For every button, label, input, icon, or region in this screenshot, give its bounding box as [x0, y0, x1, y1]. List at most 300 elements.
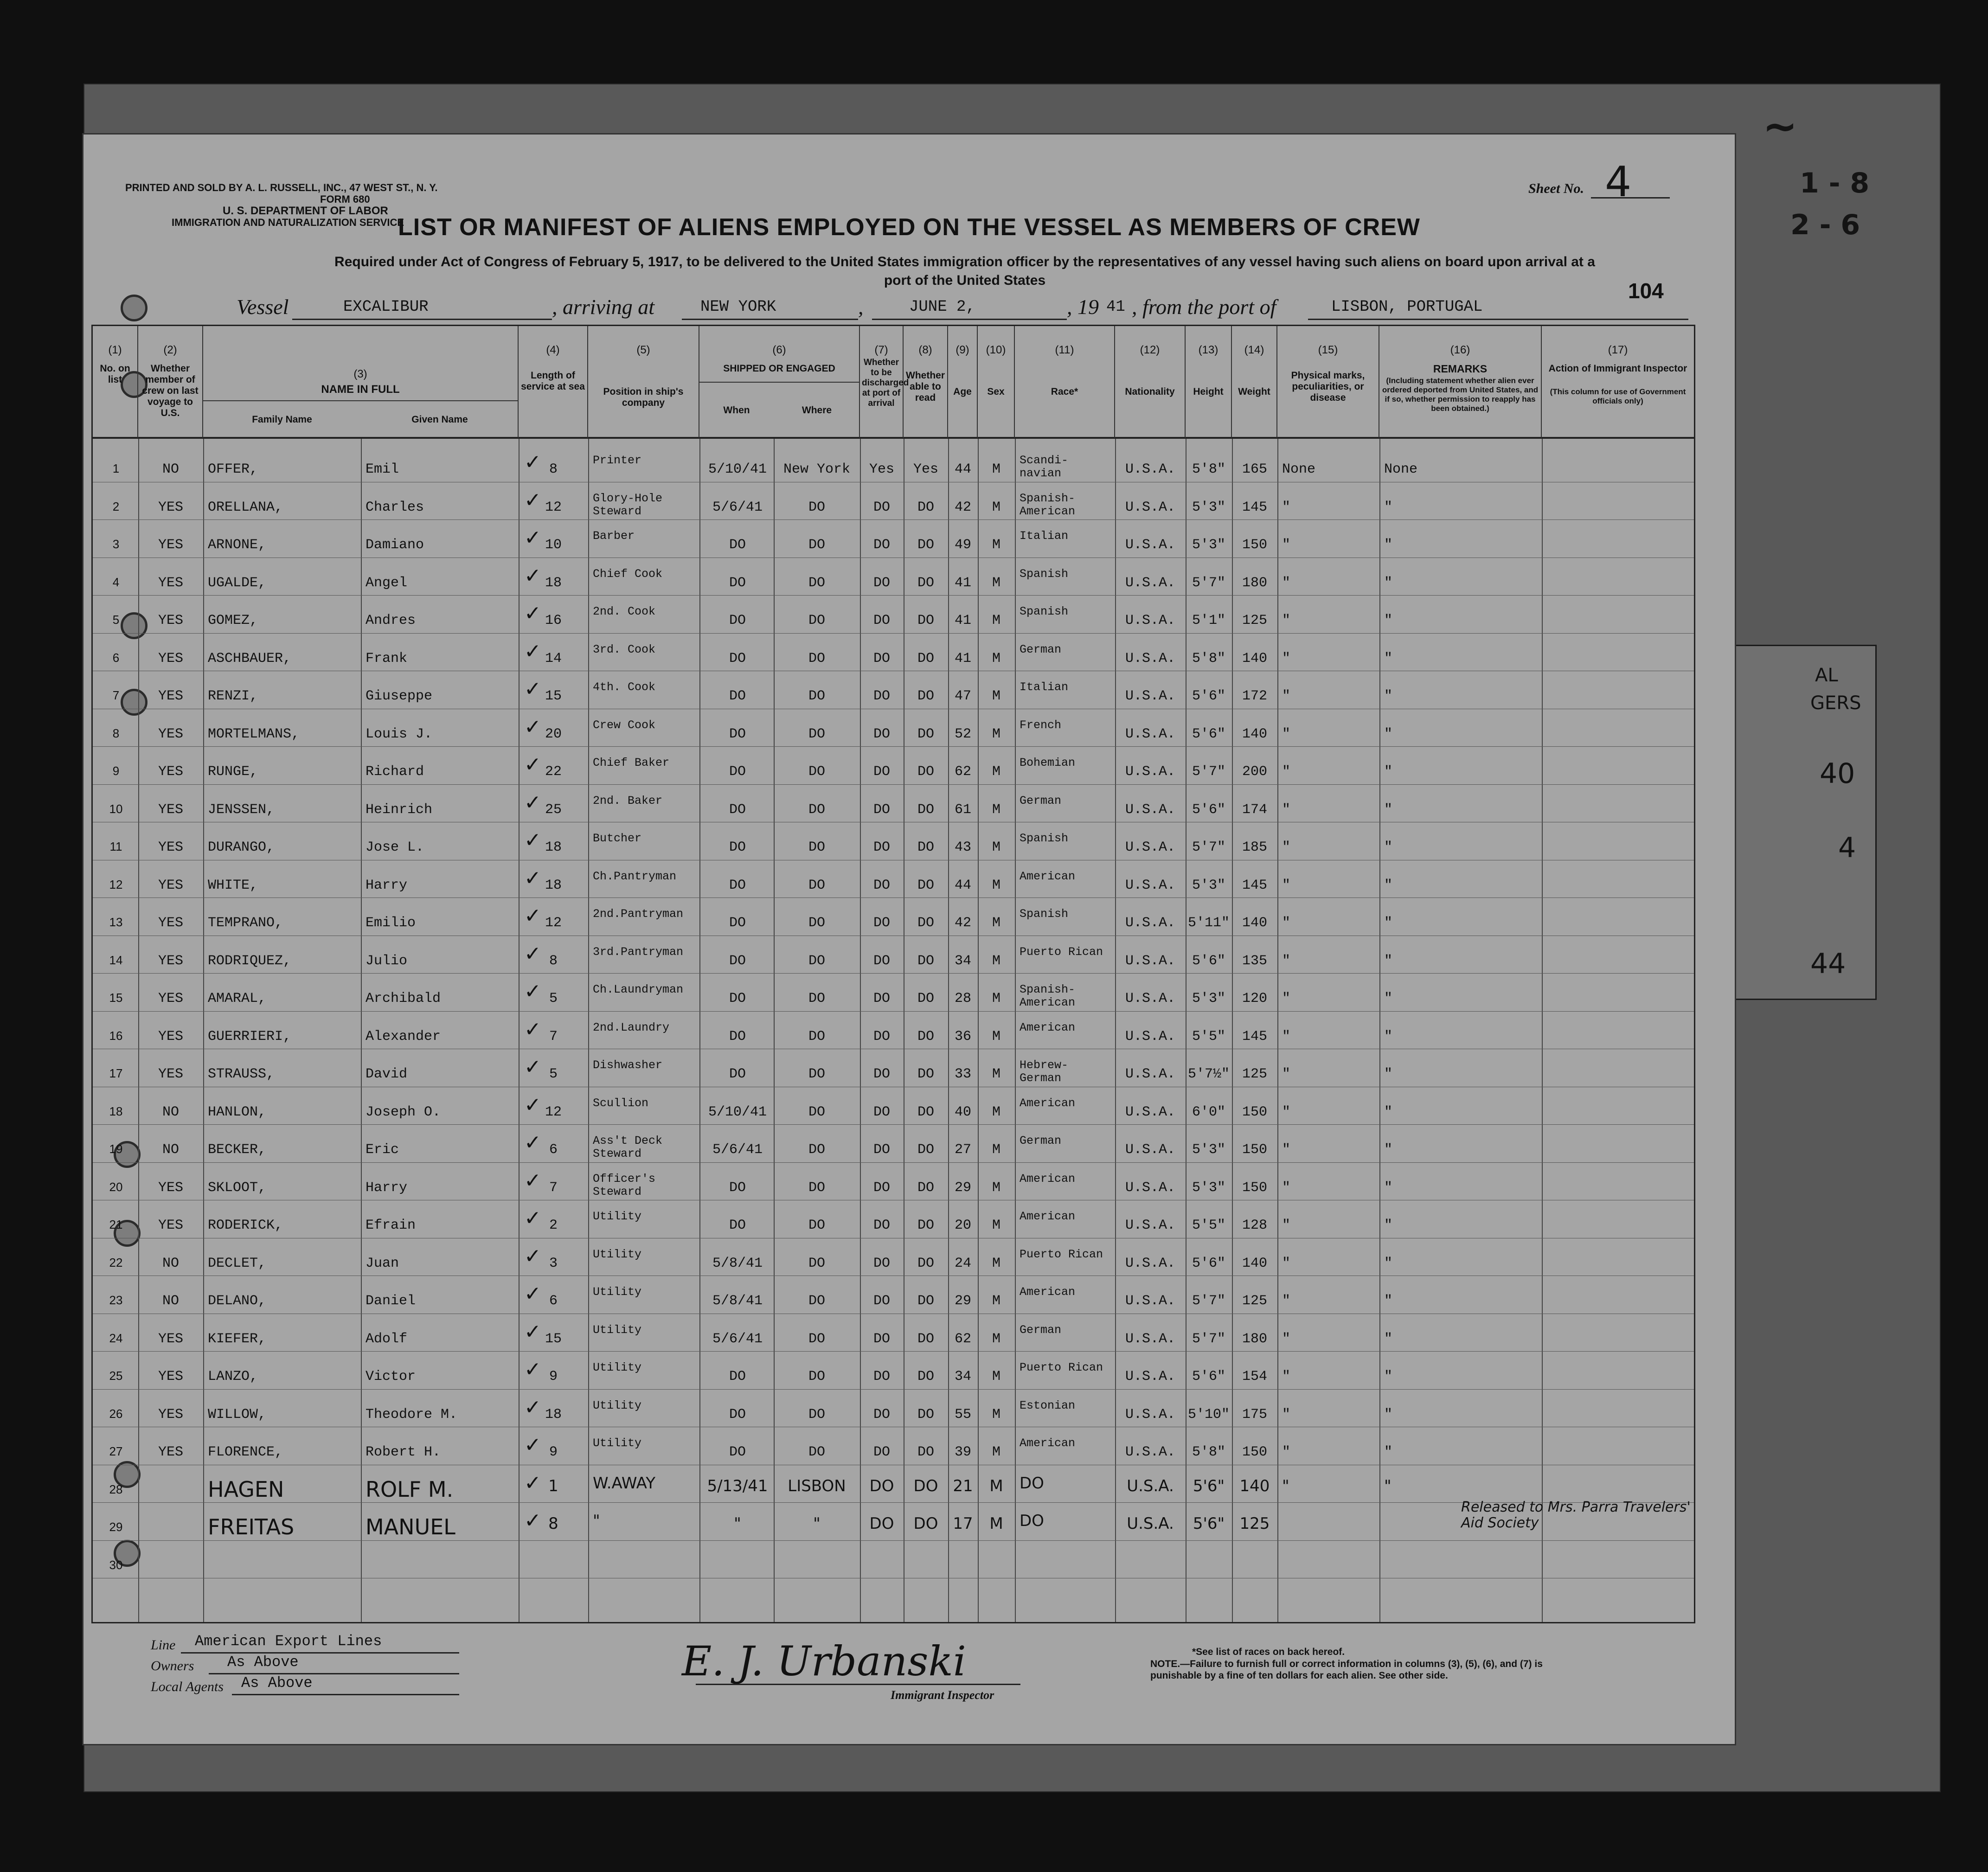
sheet-label: Sheet No.	[1528, 181, 1584, 196]
cell-nationality: U.S.A.	[1125, 1369, 1176, 1385]
cell-discharge: DO	[873, 1142, 890, 1158]
cell-race: Hebrew- German	[1020, 1058, 1069, 1085]
check-mark-icon: ✓	[524, 677, 541, 701]
table-row	[93, 521, 1694, 559]
inspector-caption: Immigrant Inspector	[891, 1688, 994, 1702]
table-row	[93, 597, 1694, 635]
cell-service: 18	[545, 877, 562, 893]
cell-height: 5'8"	[1192, 462, 1225, 477]
cell-prev: YES	[158, 537, 183, 553]
col-header-weight: (14) Weight	[1232, 326, 1277, 439]
cell-position: W.AWAY	[593, 1474, 656, 1493]
cell-family: DELANO,	[208, 1293, 267, 1309]
cell-where: DO	[808, 1369, 825, 1385]
cell-prev: YES	[158, 1066, 183, 1082]
line-label: Line	[151, 1637, 176, 1653]
cell-remarks: None	[1384, 462, 1418, 477]
cell-nationality: U.S.A.	[1125, 1293, 1176, 1309]
cell-no: 15	[109, 991, 123, 1005]
form-title: LIST OR MANIFEST OF ALIENS EMPLOYED ON THE VESSEL AS MEMBERS OF CREW	[398, 214, 1420, 241]
cell-remarks: "	[1384, 915, 1393, 931]
cell-remarks: "	[1384, 688, 1393, 704]
cell-given: Harry	[366, 1180, 408, 1196]
cell-race: Estonian	[1020, 1398, 1076, 1412]
cell-when: DO	[729, 991, 746, 1007]
cell-remarks: "	[1384, 877, 1393, 893]
cell-discharge: DO	[873, 953, 890, 969]
cell-marks: "	[1282, 953, 1291, 969]
cell-remarks: "	[1384, 1369, 1393, 1385]
cell-weight: 150	[1242, 1444, 1267, 1460]
cell-prev: NO	[162, 462, 179, 477]
cell-sex: M	[992, 1180, 1000, 1196]
cell-prev: YES	[158, 575, 183, 591]
cell-age: 41	[954, 650, 971, 667]
cell-nationality: U.S.A.	[1125, 1255, 1176, 1271]
cell-age: 43	[954, 840, 971, 855]
cell-no: 23	[109, 1293, 123, 1307]
cell-weight: 150	[1242, 1142, 1267, 1158]
cell-age: 17	[953, 1514, 973, 1533]
cell-read: DO	[917, 991, 934, 1007]
cell-when: DO	[729, 688, 746, 704]
cell-service: 9	[549, 1369, 558, 1385]
cell-weight: 140	[1242, 650, 1267, 667]
cell-family: AMARAL,	[208, 991, 267, 1007]
cell-prev: NO	[162, 1104, 179, 1120]
cell-where: LISBON	[788, 1476, 846, 1495]
year-prefix: , 19	[1067, 295, 1099, 319]
cell-weight: 120	[1242, 991, 1267, 1007]
cell-service: 6	[549, 1293, 558, 1309]
cell-age: 21	[953, 1476, 973, 1495]
cell-sex: M	[992, 1218, 1000, 1233]
cell-weight: 185	[1242, 840, 1267, 855]
cell-weight: 180	[1242, 1331, 1267, 1347]
cell-family: MORTELMANS,	[208, 726, 300, 742]
check-mark-icon: ✓	[524, 828, 541, 852]
cell-discharge: DO	[873, 801, 890, 818]
cell-nationality: U.S.A.	[1125, 764, 1176, 780]
table-row	[93, 937, 1694, 975]
cell-sex: M	[989, 1476, 1003, 1495]
table-row	[93, 1277, 1694, 1315]
cell-height: 5'6"	[1192, 688, 1225, 704]
cell-discharge: DO	[873, 1218, 890, 1233]
cell-marks: "	[1282, 1331, 1291, 1347]
cell-race: Puerto Rican	[1020, 945, 1103, 959]
cell-prev: YES	[158, 1369, 183, 1385]
cell-age: 28	[954, 991, 971, 1007]
cell-height: 5'3"	[1192, 991, 1225, 1007]
cell-prev: YES	[158, 877, 183, 893]
check-mark-icon: ✓	[524, 564, 541, 588]
check-mark-icon: ✓	[524, 1055, 541, 1079]
cell-prev: YES	[158, 1028, 183, 1045]
cell-discharge: DO	[873, 499, 890, 515]
cell-where: DO	[808, 726, 825, 742]
cell-marks: "	[1282, 499, 1291, 515]
cell-position: Chief Cook	[593, 567, 663, 581]
cell-marks: "	[1282, 1406, 1291, 1423]
cell-read: DO	[917, 840, 934, 855]
col-header-discharge: (7) Whether to be discharged at port of arrival	[860, 326, 904, 439]
check-mark-icon: ✓	[524, 790, 541, 814]
cell-service: 18	[545, 1406, 562, 1423]
col-header-race: (11) Race*	[1015, 326, 1115, 439]
cell-no: 10	[109, 801, 123, 816]
cell-when: "	[734, 1514, 741, 1533]
cell-position: 3rd.Pantryman	[593, 945, 684, 959]
cell-no: 11	[109, 840, 122, 853]
cell-service: 3	[549, 1255, 558, 1271]
cell-position: Butcher	[593, 832, 642, 845]
cell-marks: "	[1282, 1476, 1289, 1495]
cell-prev: YES	[158, 801, 183, 818]
cell-remarks: "	[1384, 537, 1393, 553]
cell-nationality: U.S.A.	[1125, 650, 1176, 667]
check-mark-icon: ✓	[524, 1433, 541, 1457]
cell-remarks: "	[1384, 953, 1393, 969]
cell-no: 27	[109, 1444, 123, 1458]
cell-nationality: U.S.A.	[1125, 840, 1176, 855]
cell-read: DO	[917, 575, 934, 591]
cell-where: DO	[808, 1293, 825, 1309]
cell-discharge: DO	[873, 1028, 890, 1045]
cell-sex: M	[992, 537, 1000, 553]
cell-race: Spanish	[1020, 605, 1069, 618]
cell-weight: 125	[1242, 613, 1267, 628]
cell-sex: M	[992, 1331, 1000, 1347]
check-mark-icon: ✓	[524, 1131, 541, 1154]
cell-no: 5	[112, 613, 120, 627]
cell-remarks: "	[1384, 1255, 1393, 1271]
cell-no: 29	[109, 1520, 123, 1534]
cell-prev: YES	[158, 953, 183, 969]
cell-nationality: U.S.A.	[1125, 462, 1176, 477]
cell-service: 12	[545, 915, 562, 931]
vessel-label: Vessel	[237, 295, 289, 319]
cell-no: 20	[109, 1180, 123, 1194]
cell-no: 26	[109, 1406, 123, 1421]
cell-weight: 180	[1242, 575, 1267, 591]
cell-remarks: "	[1384, 726, 1393, 742]
cell-no: 24	[109, 1331, 123, 1345]
cell-height: 5'6"	[1192, 953, 1225, 969]
cell-remarks: "	[1384, 499, 1393, 515]
cell-read: DO	[917, 1066, 934, 1082]
cell-family: DECLET,	[208, 1255, 267, 1271]
cell-when: 5/13/41	[707, 1476, 768, 1495]
cell-when: 5/10/41	[708, 462, 767, 477]
cell-age: 52	[954, 726, 971, 742]
cell-service: 8	[549, 462, 558, 477]
cell-remarks: "	[1384, 1028, 1393, 1045]
cell-weight: 140	[1242, 726, 1267, 742]
cell-service: 22	[545, 764, 562, 780]
cell-prev: YES	[158, 1406, 183, 1423]
cell-when: DO	[729, 1028, 746, 1045]
cell-read: DO	[917, 953, 934, 969]
cell-no: 22	[109, 1255, 123, 1269]
cell-position: Ass't Deck Steward	[593, 1134, 663, 1160]
cell-height: 5'6"	[1193, 1514, 1225, 1533]
cell-height: 5'6"	[1193, 1476, 1225, 1495]
cell-discharge: DO	[873, 575, 890, 591]
cell-when: DO	[729, 953, 746, 969]
cell-when: DO	[729, 1218, 746, 1233]
cell-nationality: U.S.A.	[1125, 499, 1176, 515]
cell-weight: 150	[1242, 1104, 1267, 1120]
cell-position: Ch.Laundryman	[593, 983, 684, 996]
cell-discharge: DO	[869, 1514, 894, 1533]
cell-race: Spanish	[1020, 567, 1069, 581]
cell-position: Utility	[593, 1323, 642, 1337]
table-row	[93, 711, 1694, 749]
cell-position: 2nd. Baker	[593, 794, 663, 808]
table-row	[93, 1202, 1694, 1240]
col-header-age: (9) Age	[948, 326, 978, 439]
cell-no: 12	[109, 877, 123, 891]
table-row	[93, 1164, 1694, 1202]
cell-position: Crew Cook	[593, 718, 656, 732]
cell-where: DO	[808, 1406, 825, 1423]
cell-race: German	[1020, 1134, 1062, 1148]
cell-service: 5	[549, 991, 558, 1007]
cell-given: Robert H.	[366, 1444, 441, 1460]
cell-service: 15	[545, 688, 562, 704]
check-mark-icon: ✓	[524, 488, 541, 512]
cell-race: French	[1020, 718, 1062, 732]
cell-remarks: "	[1384, 1293, 1393, 1309]
department-name: U. S. DEPARTMENT OF LABOR	[223, 205, 388, 217]
cell-when: DO	[729, 801, 746, 818]
cell-remarks: "	[1384, 1104, 1393, 1120]
cell-age: 27	[954, 1142, 971, 1158]
cell-given: Emil	[366, 462, 399, 477]
cell-when: DO	[729, 840, 746, 855]
cell-position: Chief Baker	[593, 756, 670, 769]
cell-position: Utility	[593, 1285, 642, 1299]
cell-nationality: U.S.A.	[1125, 575, 1176, 591]
cell-height: 5'3"	[1192, 1180, 1225, 1196]
cell-weight: 172	[1242, 688, 1267, 704]
cell-nationality: U.S.A.	[1127, 1514, 1174, 1533]
cell-position: Scullion	[593, 1096, 649, 1110]
cell-weight: 140	[1239, 1476, 1270, 1495]
margin-note-2: 2 - 6	[1790, 209, 1860, 241]
cell-height: 5'6"	[1192, 801, 1225, 818]
scrap-num-2: 4	[1838, 832, 1856, 864]
cell-sex: M	[992, 953, 1000, 969]
cell-prev: YES	[158, 1218, 183, 1233]
check-mark-icon: ✓	[524, 866, 541, 890]
cell-read: DO	[917, 1255, 934, 1271]
cell-no: 21	[109, 1218, 123, 1231]
cell-height: 5'7"	[1192, 840, 1225, 855]
cell-sex: M	[992, 1066, 1000, 1082]
cell-age: 39	[954, 1444, 971, 1460]
cell-race: German	[1020, 642, 1062, 656]
table-row	[93, 1315, 1694, 1353]
cell-weight: 150	[1242, 1180, 1267, 1196]
cell-race: American	[1020, 1210, 1076, 1223]
col-header-sex: (10) Sex	[978, 326, 1015, 439]
cell-age: 41	[954, 575, 971, 591]
cell-service: 8	[549, 953, 558, 969]
cell-sex: M	[992, 1444, 1000, 1460]
form-subtitle-1: Required under Act of Congress of February 5, 1917, to be delivered to the United States immigration officer by the representatives of any vessel having such aliens on board upon arrival at a	[334, 254, 1595, 269]
cell-when: DO	[729, 1444, 746, 1460]
cell-race: American	[1020, 1020, 1076, 1034]
cell-read: DO	[917, 1406, 934, 1423]
cell-service: 12	[545, 1104, 562, 1120]
cell-service: 5	[549, 1066, 558, 1082]
cell-where: DO	[808, 575, 825, 591]
cell-race: American	[1020, 869, 1076, 883]
cell-prev: YES	[158, 613, 183, 628]
cell-service: 9	[549, 1444, 558, 1460]
cell-position: 2nd.Pantryman	[593, 907, 684, 921]
check-mark-icon: ✓	[524, 980, 541, 1003]
cell-where: DO	[808, 688, 825, 704]
local-agents-label: Local Agents	[151, 1679, 224, 1694]
cell-sex: M	[992, 1293, 1000, 1309]
cell-no: 7	[112, 688, 120, 702]
cell-when: 5/8/41	[712, 1255, 763, 1271]
cell-family: RENZI,	[208, 688, 258, 704]
cell-where: DO	[808, 1142, 825, 1158]
cell-position: 3rd. Cook	[593, 642, 656, 656]
check-mark-icon: ✓	[524, 1206, 541, 1230]
cell-weight: 125	[1239, 1514, 1270, 1533]
cell-read: DO	[917, 613, 934, 628]
check-mark-icon: ✓	[524, 602, 541, 625]
cell-nationality: U.S.A.	[1125, 726, 1176, 742]
cell-prev: YES	[158, 915, 183, 931]
cell-position: Utility	[593, 1398, 642, 1412]
cell-remarks: "	[1384, 650, 1393, 667]
cell-where: DO	[808, 953, 825, 969]
cell-age: 44	[954, 462, 971, 477]
cell-position: Utility	[593, 1436, 642, 1450]
cell-no: 6	[112, 650, 120, 665]
cell-discharge: DO	[873, 1180, 890, 1196]
cell-weight: 128	[1242, 1218, 1267, 1233]
cell-family: SKLOOT,	[208, 1180, 267, 1196]
check-mark-icon: ✓	[524, 1320, 541, 1344]
vessel-name: EXCALIBUR	[343, 298, 429, 316]
races-note: *See list of races on back hereof.	[1192, 1647, 1345, 1657]
service-name: IMMIGRATION AND NATURALIZATION SERVICE	[172, 217, 404, 228]
cell-where: DO	[808, 1444, 825, 1460]
cell-remarks: "	[1384, 575, 1393, 591]
col-header-inspector-action: (17) Action of Immigrant Inspector (This column for use of Government officials only)	[1542, 326, 1694, 439]
cell-prev: YES	[158, 840, 183, 855]
cell-family: JENSSEN,	[208, 801, 275, 818]
cell-discharge: DO	[873, 764, 890, 780]
table-row	[93, 786, 1694, 824]
cell-when: DO	[729, 915, 746, 931]
line-value: American Export Lines	[195, 1633, 382, 1650]
table-row	[93, 1240, 1694, 1278]
cell-family: ASCHBAUER,	[208, 650, 292, 667]
cell-weight: 125	[1242, 1293, 1267, 1309]
cell-where: DO	[808, 840, 825, 855]
table-row	[93, 1429, 1694, 1467]
table-row	[93, 1089, 1694, 1127]
cell-given: Daniel	[366, 1293, 416, 1309]
cell-marks: "	[1282, 1255, 1291, 1271]
form-subtitle-2: port of the United States	[884, 273, 1046, 288]
cell-marks: "	[1282, 1369, 1291, 1385]
cell-read: DO	[917, 688, 934, 704]
cell-read: DO	[917, 1028, 934, 1045]
cell-remarks: "	[1384, 1406, 1393, 1423]
cell-sex: M	[992, 1406, 1000, 1423]
cell-no: 25	[109, 1369, 123, 1383]
table-row	[93, 635, 1694, 673]
cell-given: Jose L.	[366, 840, 424, 855]
cell-marks: None	[1282, 462, 1316, 477]
cell-race: Italian	[1020, 680, 1069, 694]
cell-height: 5'6"	[1192, 726, 1225, 742]
check-mark-icon: ✓	[524, 942, 541, 966]
cell-family: DURANGO,	[208, 840, 275, 855]
form-number: FORM 680	[320, 193, 370, 205]
cell-remarks: "	[1384, 991, 1393, 1007]
cell-position: 2nd.Laundry	[593, 1020, 670, 1034]
cell-discharge: Yes	[869, 462, 894, 477]
cell-weight: 174	[1242, 801, 1267, 818]
cell-weight: 145	[1242, 877, 1267, 893]
cell-marks: "	[1282, 915, 1291, 931]
cell-sex: M	[992, 801, 1000, 818]
margin-note-1: 1 - 8	[1800, 167, 1870, 199]
cell-height: 5'5"	[1192, 1218, 1225, 1233]
cell-when: 5/6/41	[712, 499, 763, 515]
cell-height: 5'3"	[1192, 1142, 1225, 1158]
cell-height: 5'3"	[1192, 877, 1225, 893]
cell-when: DO	[729, 1066, 746, 1082]
cell-no: 8	[112, 726, 120, 740]
cell-height: 5'10"	[1187, 1406, 1230, 1423]
check-mark-icon: ✓	[524, 753, 541, 776]
cell-height: 5'7½"	[1187, 1066, 1230, 1082]
cell-given: Heinrich	[366, 801, 433, 818]
cell-given: Damiano	[366, 537, 424, 553]
cell-nationality: U.S.A.	[1125, 688, 1176, 704]
cell-when: DO	[729, 613, 746, 628]
cell-age: 49	[954, 537, 971, 553]
cell-prev: YES	[158, 650, 183, 667]
cell-no: 18	[109, 1104, 123, 1118]
cell-family: FREITAS	[208, 1514, 295, 1539]
cell-discharge: DO	[873, 877, 890, 893]
cell-race: German	[1020, 794, 1062, 808]
cell-given: Andres	[366, 613, 416, 628]
cell-read: DO	[917, 537, 934, 553]
check-mark-icon: ✓	[524, 1093, 541, 1117]
cell-discharge: DO	[869, 1476, 894, 1495]
cell-read: DO	[913, 1476, 938, 1495]
cell-read: DO	[917, 726, 934, 742]
cell-age: 29	[954, 1293, 971, 1309]
cell-family: RODERICK,	[208, 1218, 283, 1233]
cell-discharge: DO	[873, 613, 890, 628]
table-row	[93, 899, 1694, 937]
cell-read: DO	[917, 1444, 934, 1460]
